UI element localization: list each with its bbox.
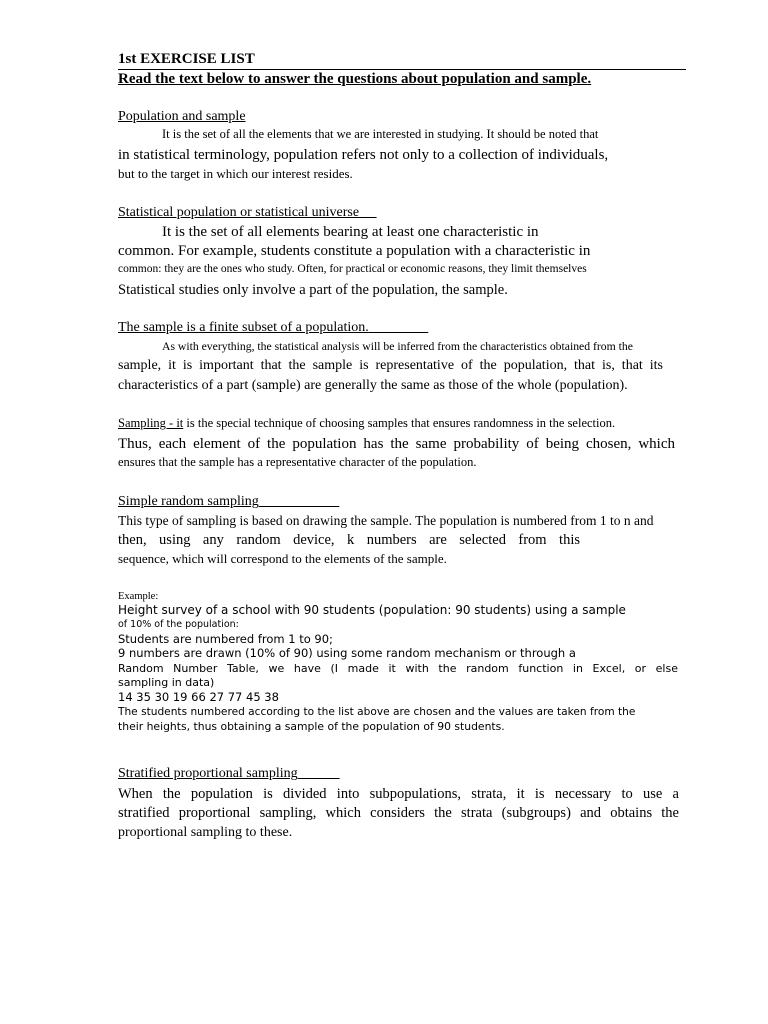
sampling-term: Sampling - it [118,416,184,430]
paragraph-line: characteristics of a part (sample) are generally the same as those of the whole (population). [118,378,628,393]
paragraph-line: stratified proportional sampling, which considers the strata (subgroups) and obtains the [118,805,679,821]
paragraph-line: common. For example, students constitute a population with a characteristic in [118,243,591,259]
random-numbers: 14 35 30 19 66 27 77 45 38 [118,690,279,704]
paragraph-line: common: they are the ones who study. Often, for practical or economic reasons, they limit themselves [118,263,587,275]
document-title: 1st EXERCISE LIST [118,51,255,67]
example-line: of 10% of the population: [118,619,239,630]
paragraph-line: ensures that the sample has a representative character of the population. [118,455,477,469]
example-line: sampling in data) [118,676,215,689]
paragraph-line: This type of sampling is based on drawing the sample. The population is numbered from 1 to n and [118,513,654,528]
example-line: 9 numbers are drawn (10% of 90) using some random mechanism or through a [118,646,576,660]
sampling-first-line: Sampling - it is the special technique of choosing samples that ensures randomness in the selection. [118,416,616,430]
example-line: The students numbered according to the list above are chosen and the values are taken from the [118,706,636,718]
example-label: Example: [118,591,159,602]
example-line: Random Number Table, we have (I made it with the random function in Excel, or else [118,662,678,675]
paragraph-line: sequence, which will correspond to the elements of the sample. [118,551,447,566]
heading-stratified-sampling: Stratified proportional sampling [118,766,298,781]
example-line: Height survey of a school with 90 students (population: 90 students) using a sample [118,603,626,617]
paragraph-line: When the population is divided into subpopulations, strata, it is necessary to use a [118,786,679,802]
paragraph-line: in statistical terminology, population refers not only to a collection of individuals, [118,147,609,163]
heading-sample: The sample is a finite subset of a population. [118,320,369,335]
instructions: Read the text below to answer the questions about population and sample. [118,71,592,87]
paragraph-line: but to the target in which our interest resides. [118,166,353,181]
example-line: their heights, thus obtaining a sample of the population of 90 students. [118,720,505,733]
paragraph-line: sample, it is important that the sample is representative of the population, that is, that its [118,358,663,373]
paragraph-line: Thus, each element of the population has the same probability of being chosen, which [118,436,675,452]
paragraph-line: As with everything, the statistical analysis will be inferred from the characteristics obtained from the [162,340,633,353]
heading-simple-random-sampling: Simple random sampling [118,494,259,509]
paragraph-line: proportional sampling to these. [118,825,293,840]
example-line: Students are numbered from 1 to 90; [118,632,333,646]
heading-population-and-sample: Population and sample [118,109,246,124]
title-rule [118,69,686,70]
paragraph-line: Statistical studies only involve a part of the population, the sample. [118,282,508,298]
heading-statistical-population: Statistical population or statistical universe [118,205,360,220]
paragraph-line: It is the set of all the elements that we are interested in studying. It should be noted that [162,127,599,141]
paragraph-line: It is the set of all elements bearing at least one characteristic in [162,224,539,240]
paragraph-line: then, using any random device, k numbers are selected from this [118,532,580,548]
